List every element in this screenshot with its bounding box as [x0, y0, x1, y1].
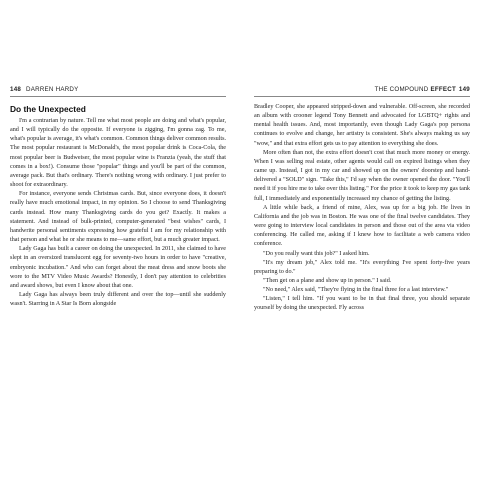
left-page-body — [10, 117, 226, 309]
left-page-header — [10, 86, 226, 96]
left-header-rule — [10, 96, 226, 97]
paragraph: More often than not, the extra effort doesn't cost that much more money or energy. When I was selling real estate, other agents would call on expired listings when they came up. Instead, I got in my car and showed up on the owners' doorstep and hand-delivered a "SOLD" sign. "Take this," I'd say when the owner opened the door. "You'll need it if you hire me to take over this listing." For the price it took to keep my gas tank full, I immediately and exponentially increased my chance of getting the listing. — [254, 149, 470, 202]
paragraph: "No need," Alex said, "They're flying in the final three for a last interview." — [263, 287, 449, 294]
running-head-prefix: THE COMPOUND — [374, 86, 429, 93]
paragraph: "It's my dream job," Alex told me. "It's everything I've spent forty-five years preparing to do." — [254, 259, 470, 275]
paragraph: Lady Gaga has built a career on doing the unexpected. In 2011, she claimed to have slept in an oversized translucent egg for seventy-two hours in order to have "creative, embryonic incubation." And who can forget about the meat dress and snow boots she wore to the MTV Video Music Awards? Honestly, I don't pay attention to celebrities and award shows, but even I know about that one. — [10, 246, 226, 289]
left-page — [10, 86, 226, 446]
paragraph: For instance, everyone sends Christmas cards. But, since everyone does, it doesn't really have much emotional impact, in my opinion. So I choose to send Thanksgiving cards instead. How many Thanksgiving cards do you get? Exactly. It makes a statement. And instead of bulk-printed, computer-generated "best wishes" cards, I handwrite personal sentiments expressing how grateful I am for my relationship with that person and what he or she means to me—same effort, but a much greater impact. — [10, 191, 226, 244]
section-heading: Do the Unexpected — [10, 104, 86, 114]
right-page — [254, 86, 470, 446]
paragraph: I'm a contrarian by nature. Tell me what most people are doing and what's popular, and I will typically do the opposite. If everyone is zigging, I'm gonna zag. To me, what's popular is average, it's what's common. Common things deliver common results. The most popular restaurant is McDonald's, the most popular drink is Coca-Cola, the most popular beer is Budweiser, the most popular wine is Franzia (yeah, the stuff that comes in a box!). Consume those "popular" things and you'll be part of the common, average pack. But that's ordinary. There's nothing wrong with ordinary. I just prefer to shoot for extraordinary. — [10, 118, 226, 189]
left-running-head: DARREN HARDY — [26, 86, 79, 93]
paragraph: Bradley Cooper, she appeared stripped-down and vulnerable. Off-screen, she recorded an album with crooner legend Tony Bennett and advocated for LGBTQ+ rights and mental health issues. And, most importantly, even though Lady Gaga's pop persona continues to evolve and change, her artistry is consistent. She's always making us say "wow," and that extra effort gets us to pay attention to everything she does. — [254, 104, 470, 147]
paragraph: "Listen," I tell him. "If you want to be in that final three, you should separate yourself by doing the unexpected. Fly across — [254, 296, 470, 312]
left-page-number: 148 — [10, 86, 22, 93]
right-page-header — [254, 86, 470, 96]
right-running-head — [375, 86, 456, 93]
paragraph: "Do you really want this job?" I asked him. — [263, 250, 370, 257]
paragraph: "Then get on a plane and show up in person." I said. — [263, 277, 392, 284]
paragraph: A little while back, a friend of mine, Alex, was up for a big job. He lives in California and the job was in Boston. He was one of the final twelve candidates. They were going to interview local candidates in person and those out of the area via video conferencing. He called me, asking if I knew how to facilitate a web camera video conference. — [254, 204, 470, 248]
right-page-number: 149 — [458, 86, 470, 93]
right-header-rule — [254, 96, 470, 97]
right-page-body — [254, 103, 470, 314]
paragraph: Lady Gaga has always been truly different and over the top—until she suddenly wasn't. Starring in A Star Is Born alongside — [10, 291, 226, 308]
running-head-bold: EFFECT — [430, 86, 456, 93]
